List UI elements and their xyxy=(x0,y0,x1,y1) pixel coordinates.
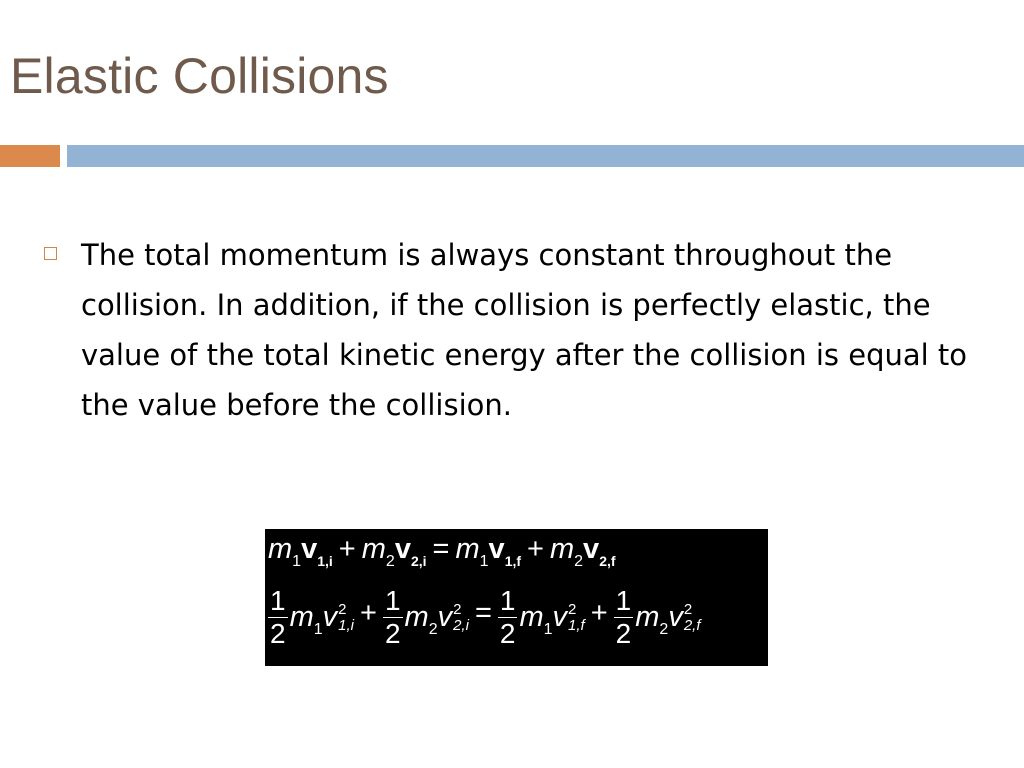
bullet-text: The total momentum is always constant throughout the collision. In addition, if the collision is perfectly elastic, the value of the total kinetic energy after the collision is equal to the value before the collision. xyxy=(81,238,968,422)
eq-fraction-half xyxy=(383,585,403,650)
eq-supsub xyxy=(684,602,701,634)
eq-fraction-half xyxy=(498,585,518,650)
eq-sub: 1 xyxy=(543,621,553,638)
eq-sub: 2 xyxy=(385,553,395,570)
eq-sub: 2,i xyxy=(410,553,427,569)
eq-m: m xyxy=(361,533,386,565)
eq-plus: + xyxy=(527,533,544,565)
eq-m: m xyxy=(404,601,429,633)
eq-sub: 2 xyxy=(574,553,584,570)
eq-v: v xyxy=(583,533,600,565)
eq-equals: = xyxy=(474,596,492,629)
eq-num: 1 xyxy=(615,585,632,616)
eq-fraction-half xyxy=(614,585,634,650)
square-bullet-icon xyxy=(44,247,57,260)
eq-sub: 2 xyxy=(428,621,438,638)
eq-supsub xyxy=(453,602,469,634)
eq-sub: 2,f xyxy=(599,553,616,569)
eq-v: v xyxy=(437,601,453,633)
accent-bar-blue xyxy=(67,145,1024,167)
eq-m: m xyxy=(635,601,660,633)
slide-title: Elastic Collisions xyxy=(10,48,389,104)
eq-v: v xyxy=(488,533,505,565)
eq-den: 2 xyxy=(615,618,632,649)
eq-sub: 1,f xyxy=(568,616,585,634)
eq-plus: + xyxy=(360,596,377,629)
eq-equals: = xyxy=(432,533,450,565)
eq-m: m xyxy=(455,533,480,565)
eq-num: 1 xyxy=(270,585,286,616)
eq-m: m xyxy=(519,601,544,633)
eq-v: v xyxy=(668,601,683,633)
eq-plus: + xyxy=(590,596,608,629)
eq-plus: + xyxy=(338,533,356,565)
eq-sub: 2 xyxy=(659,621,669,638)
eq-m: m xyxy=(289,601,314,633)
equation-image xyxy=(265,529,768,666)
eq-sub: 2,i xyxy=(453,616,469,634)
eq-sup: 2 xyxy=(453,600,462,618)
eq-sup: 2 xyxy=(568,600,577,618)
eq-den: 2 xyxy=(499,618,516,649)
eq-v: v xyxy=(552,601,568,633)
eq-v: v xyxy=(301,533,318,565)
eq-den: 2 xyxy=(384,618,401,649)
eq-den: 2 xyxy=(270,618,286,649)
eq-num: 1 xyxy=(499,585,516,616)
eq-v: v xyxy=(322,601,338,633)
energy-equation xyxy=(268,585,701,665)
eq-sub: 1 xyxy=(479,553,489,570)
eq-sup: 2 xyxy=(683,600,693,618)
eq-sup: 2 xyxy=(338,600,347,618)
eq-sub: 1 xyxy=(292,553,302,570)
eq-v: v xyxy=(394,533,411,565)
eq-sub: 1 xyxy=(313,621,323,638)
accent-bar-orange xyxy=(0,145,60,167)
eq-sub: 1,f xyxy=(504,553,522,569)
eq-m: m xyxy=(268,533,293,565)
eq-sub: 2,f xyxy=(683,616,701,634)
eq-supsub xyxy=(338,602,354,634)
eq-sub: 1,i xyxy=(317,553,333,569)
eq-supsub xyxy=(568,602,585,634)
momentum-equation xyxy=(268,533,616,577)
eq-num: 1 xyxy=(384,585,401,616)
eq-fraction-half xyxy=(268,585,288,650)
eq-m: m xyxy=(549,533,575,565)
eq-sub: 1,i xyxy=(338,616,354,634)
